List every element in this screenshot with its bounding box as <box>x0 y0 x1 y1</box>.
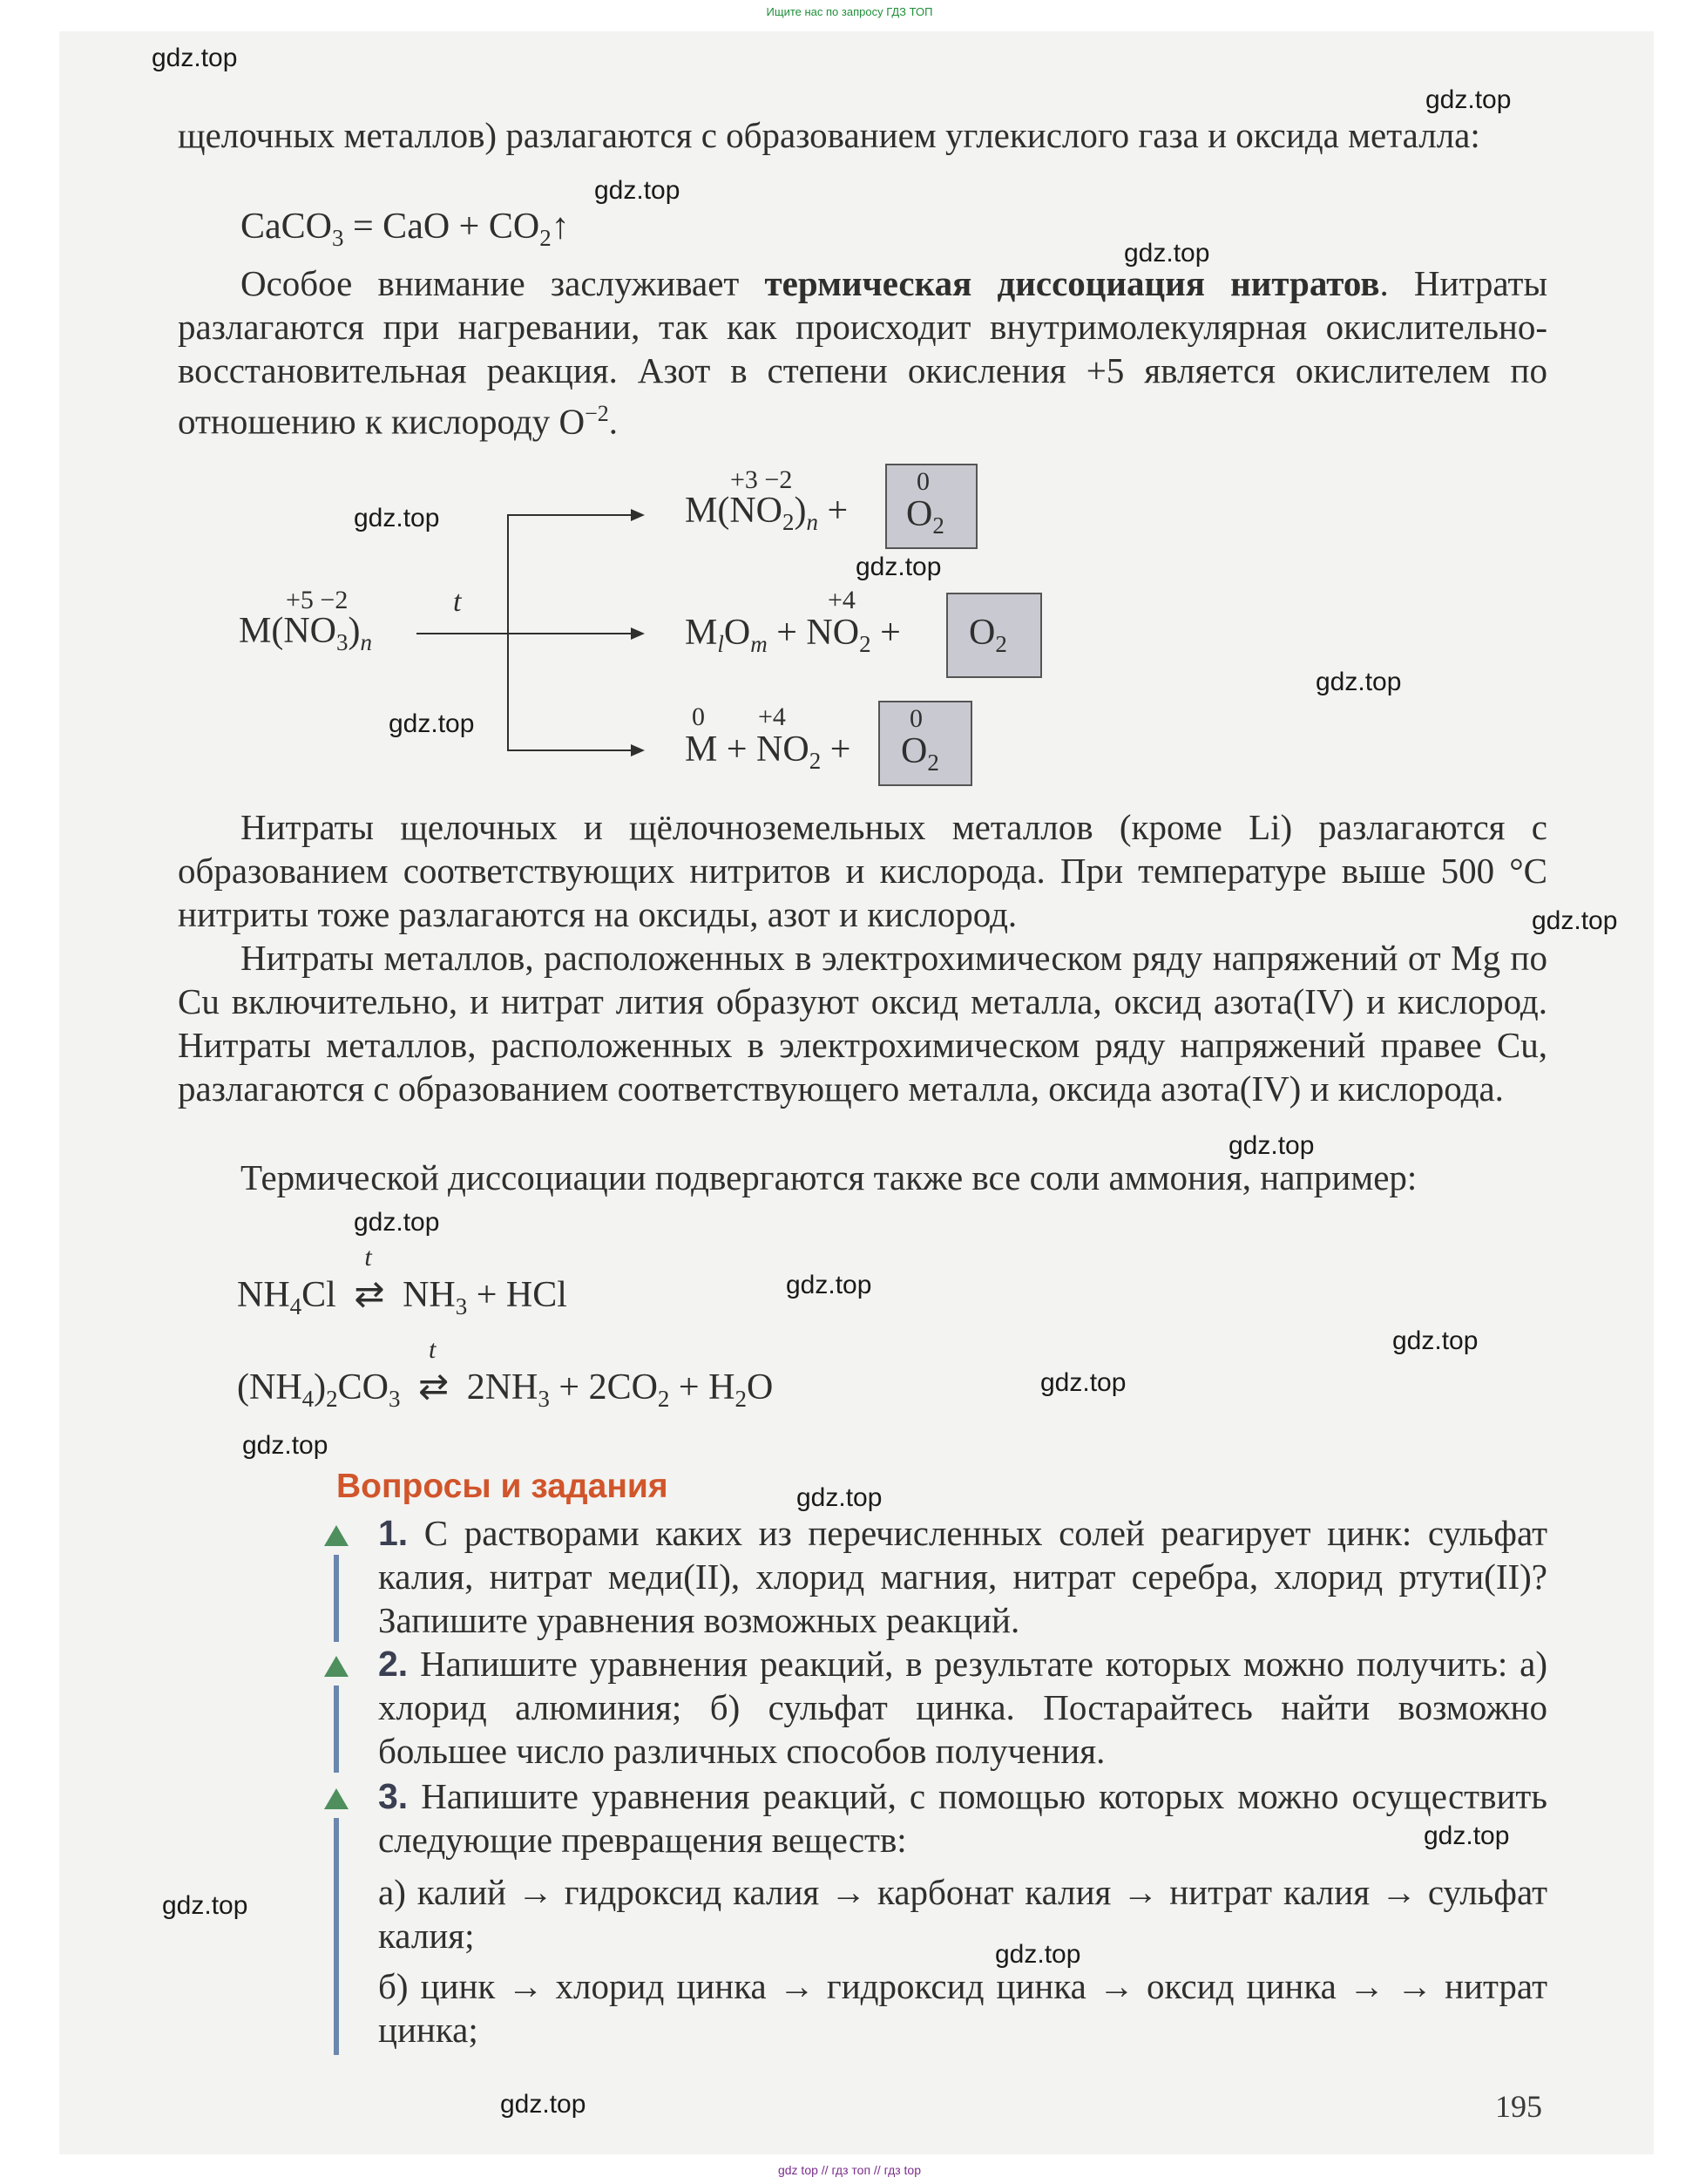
paragraph-alkali-nitrates: Нитраты щелочных и щёлочноземельных металлов (кроме Li) разлагаются с образованием соответствующих нитритов и кислорода. При температуре выше 500 °С нитриты тоже разлагаются на оксиды, азот и кислород. <box>178 807 1547 934</box>
watermark: gdz.top <box>354 1208 440 1237</box>
page-number: 195 <box>1495 2089 1542 2124</box>
oxygen1-oxidation-state: 0 <box>917 467 930 496</box>
branch-bottom-line <box>507 749 634 751</box>
watermark: gdz.top <box>594 176 680 205</box>
question-3: 3. Напишите уравнения реакций, с помощью которых можно осуществить следующие превращения веществ: <box>378 1776 1548 1860</box>
product2-oxidation-state: +4 <box>828 586 856 614</box>
product1-nitrite: $M(NO_2)_n$ + <box>685 491 849 535</box>
product3-no2-oxidation-state: +4 <box>758 702 786 731</box>
paragraph-metal-nitrates: Нитраты металлов, расположенных в электрохимическом ряду напряжений от Mg по Cu включительно, и нитрат лития образуют оксид металла, оксид азота(IV) и кислород. Нитраты металлов, расположенных в электрохимическом ряду напряжений правее Cu, разлагаются с образованием соответствующего металла, оксида азота(IV) и кислорода. <box>178 938 1547 1109</box>
temperature-label: t <box>453 586 462 618</box>
oxygen3-oxidation-state: 0 <box>910 704 923 733</box>
footer-note: gdz top // гдз топ // гдз top <box>777 2163 922 2177</box>
branch-top-line <box>507 514 634 516</box>
triangle-marker-q1 <box>324 1525 349 1546</box>
watermark: gdz.top <box>354 504 440 532</box>
watermark: gdz.top <box>152 44 238 72</box>
watermark: gdz.top <box>1124 239 1210 268</box>
watermark: gdz.top <box>1425 85 1512 114</box>
equation-nh4cl: $NH_4Cl$ t ⇄ $NH_3$ + HCl <box>237 1243 567 1319</box>
product1-oxidation-states: +3 −2 <box>730 465 793 494</box>
questions-heading: Вопросы и задания <box>336 1468 668 1505</box>
oxygen-1: $O_2$ <box>906 494 944 539</box>
question-2: 2. Напишите уравнения реакций, в результате которых можно получить: а) хлорид алюминия; б) сульфат цинка. Постарайтесь найти возможно большее число различных способов получения. <box>378 1644 1548 1771</box>
watermark: gdz.top <box>1392 1326 1479 1355</box>
watermark: gdz.top <box>1424 1821 1510 1850</box>
oxygen-3: $O_2$ <box>901 731 939 776</box>
watermark: gdz.top <box>242 1431 328 1460</box>
arrow-head-middle <box>631 627 645 640</box>
paragraph-nitrates: Особое внимание заслуживает термическая диссоциация нитратов. Нитраты разлагаются при нагревании, так как происходит внутримолекулярная окислительно-восстановительная реакция. Азот в степени окисления +5 является окислителем по отношению к кислороду $O^{-2}$. <box>178 263 1547 442</box>
watermark: gdz.top <box>500 2090 586 2119</box>
branch-vertical-line <box>507 514 509 751</box>
watermark: gdz.top <box>389 709 475 738</box>
arrow-head-top <box>631 509 645 521</box>
watermark: gdz.top <box>1532 906 1618 935</box>
main-arrow-line <box>416 633 634 634</box>
paragraph-carbonates: щелочных металлов) разлагаются с образованием углекислого газа и оксида металла: <box>178 115 1480 155</box>
product3-metal: $M + NO_2$ + <box>685 729 851 774</box>
watermark: gdz.top <box>995 1940 1081 1969</box>
question-3a: а) калий → гидроксид калия → карбонат калия → нитрат калия → сульфат калия; <box>378 1872 1547 1956</box>
oxygen-2: $O_2$ <box>969 613 1007 657</box>
arrow-head-bottom <box>631 744 645 756</box>
watermark: gdz.top <box>1229 1131 1315 1160</box>
watermark: gdz.top <box>162 1891 248 1920</box>
top-note: Ищите нас по запросу ГДЗ ТОП <box>766 5 933 18</box>
product2-oxide: $M_lO_m + NO_2$ + <box>685 613 901 657</box>
reactant-oxidation-states: +5 −2 <box>286 586 349 614</box>
watermark: gdz.top <box>786 1271 872 1299</box>
triangle-marker-q2 <box>324 1656 349 1677</box>
bar-marker-q2 <box>334 1685 339 1773</box>
paragraph-ammonium: Термической диссоциации подвергаются также все соли аммония, например: <box>240 1157 1418 1197</box>
bar-marker-q1 <box>334 1555 339 1642</box>
watermark: gdz.top <box>1316 668 1402 696</box>
triangle-marker-q3 <box>324 1788 349 1809</box>
equation-caco3: CaCO$_3$ = CaO + $CO_2↑$ <box>240 207 570 251</box>
reactant-nitrate: $M(NO_3)_n$ <box>239 611 372 655</box>
question-3b: б) цинк → хлорид цинка → гидроксид цинка → оксид цинка → → нитрат цинка; <box>378 1966 1547 2050</box>
watermark: gdz.top <box>1040 1368 1127 1397</box>
bar-marker-q3 <box>334 1818 339 2055</box>
watermark: gdz.top <box>796 1483 883 1512</box>
watermark: gdz.top <box>856 553 942 581</box>
equation-ammonium-carbonate: $(NH_4)_2CO_3$ t ⇄ $2NH_3 + 2CO_2 + H_2O$ <box>237 1335 774 1412</box>
product3-metal-oxidation-state: 0 <box>692 702 705 731</box>
question-1: 1. С растворами каких из перечисленных солей реагирует цинк: сульфат калия, нитрат меди(II), хлорид магния, нитрат серебра, хлорид ртути(II)? Запишите уравнения возможных реакций. <box>378 1513 1548 1640</box>
